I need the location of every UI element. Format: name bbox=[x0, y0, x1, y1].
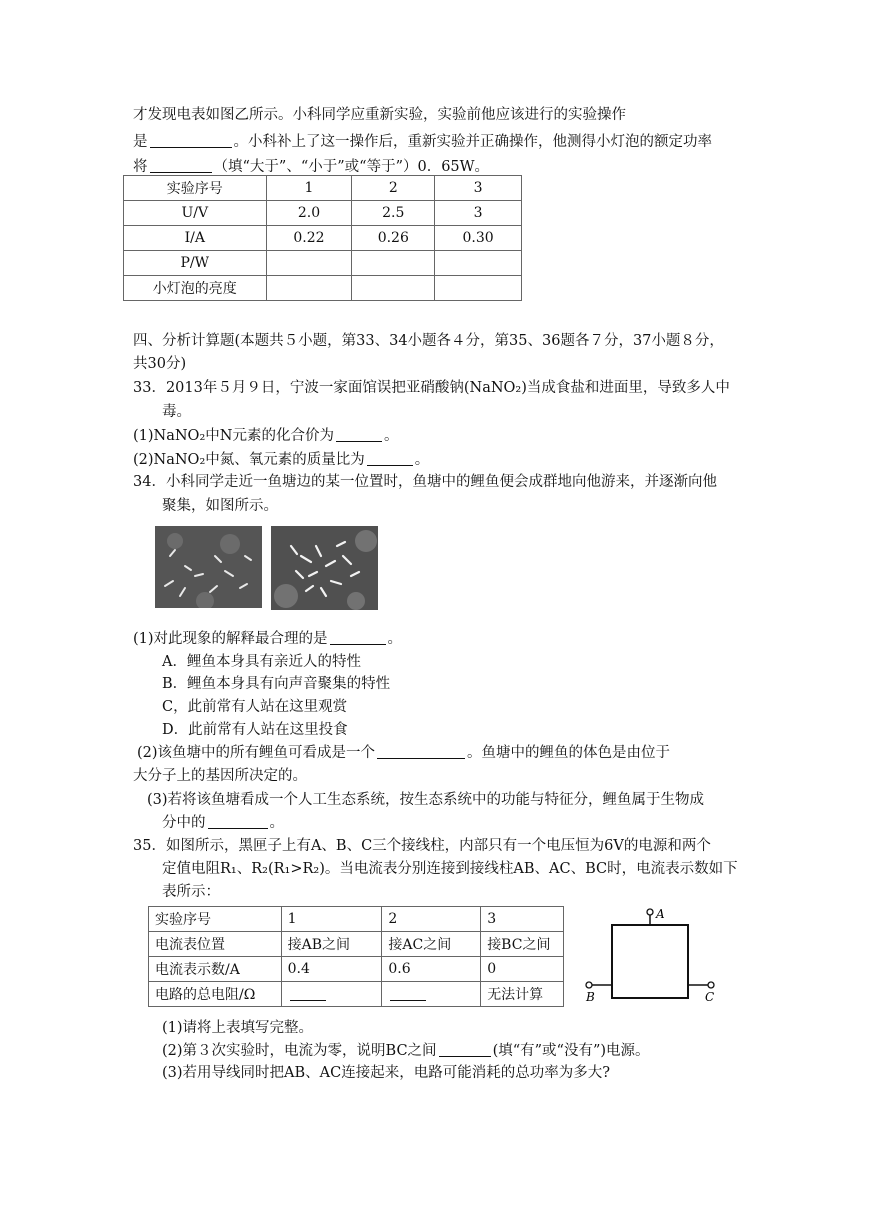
table-cell: 1 bbox=[266, 176, 352, 201]
question-35-cont: 定值电阻R₁、R₂(R₁>R₂)。当电流表分别连接到接线柱AB、AC、BC时，电流表示数如下 bbox=[162, 861, 738, 877]
answer-blank[interactable] bbox=[336, 427, 382, 442]
question-33-part1: (1)NaNO₂中N元素的化合价为 。 bbox=[133, 428, 399, 444]
table-cell: U/V bbox=[124, 201, 267, 226]
answer-blank[interactable] bbox=[367, 451, 413, 466]
table-cell: 实验序号 bbox=[149, 907, 282, 932]
table-cell bbox=[352, 276, 435, 301]
question-33-part2: (2)NaNO₂中氮、氧元素的质量比为 。 bbox=[133, 452, 430, 468]
table-cell bbox=[435, 276, 522, 301]
table-cell: 0.30 bbox=[435, 226, 522, 251]
question-35-part2: (2)第３次实验时，电流为零，说明BC之间 (填“有”或“没有”)电源。 bbox=[162, 1043, 650, 1059]
table-row bbox=[124, 201, 522, 226]
question-34-part3: (3)若将该鱼塘看成一个人工生态系统，按生态系统中的功能与特征分，鲤鱼属于生物成 bbox=[147, 792, 705, 808]
question-34-part2: (2)该鱼塘中的所有鲤鱼可看成是一个 。鱼塘中的鲤鱼的体色是由位于 bbox=[137, 745, 671, 761]
answer-blank[interactable] bbox=[290, 986, 326, 1001]
answer-blank[interactable] bbox=[208, 814, 268, 829]
question-34-part2-cont: 大分子上的基因所决定的。 bbox=[133, 768, 307, 784]
option-b: B．鲤鱼本身具有向声音聚集的特性 bbox=[162, 676, 391, 692]
table-row bbox=[124, 176, 522, 201]
table-cell[interactable] bbox=[281, 982, 382, 1007]
table-row bbox=[124, 226, 522, 251]
table-cell: 小灯泡的亮度 bbox=[124, 276, 267, 301]
carp-photo-right bbox=[271, 526, 378, 610]
table-cell bbox=[435, 251, 522, 276]
table-cell: 2.5 bbox=[352, 201, 435, 226]
section-heading: 四、分析计算题(本题共５小题，第33、34小题各４分，第35、36题各７分，37小题８分， bbox=[133, 333, 724, 349]
table-row bbox=[124, 276, 522, 301]
table-cell: 2 bbox=[382, 907, 481, 932]
table-cell: 1 bbox=[281, 907, 382, 932]
table-row bbox=[149, 982, 564, 1007]
blackbox-circuit-diagram bbox=[578, 905, 728, 1005]
text-line: 是 。小科补上了这一操作后，重新实验并正确操作，他测得小灯泡的额定功率 bbox=[133, 134, 712, 150]
table-row bbox=[124, 251, 522, 276]
question-34-part1: (1)对此现象的解释最合理的是 。 bbox=[133, 631, 403, 647]
answer-blank[interactable] bbox=[439, 1042, 491, 1057]
table-row bbox=[149, 932, 564, 957]
option-d: D．此前常有人站在这里投食 bbox=[162, 722, 348, 738]
table-cell: 0 bbox=[481, 957, 564, 982]
table-cell: 0.22 bbox=[266, 226, 352, 251]
terminal-b-label: B bbox=[586, 990, 595, 1004]
table-cell bbox=[266, 276, 352, 301]
table-cell: 电流表位置 bbox=[149, 932, 282, 957]
question-35-cont2: 表所示： bbox=[162, 884, 220, 900]
question-35-part3: (3)若用导线同时把AB、AC连接起来，电路可能消耗的总功率为多大? bbox=[162, 1065, 611, 1081]
table-cell: 3 bbox=[481, 907, 564, 932]
table-cell bbox=[352, 251, 435, 276]
question-33-cont: 毒。 bbox=[162, 404, 191, 420]
table-cell: 2.0 bbox=[266, 201, 352, 226]
question-33: 33．2013年５月９日，宁波一家面馆误把亚硝酸钠(NaNO₂)当成食盐和进面里，导致多人中 bbox=[133, 380, 730, 396]
table-cell: 3 bbox=[435, 176, 522, 201]
question-34-part3-cont: 分中的 。 bbox=[162, 815, 284, 831]
table-cell: 实验序号 bbox=[124, 176, 267, 201]
table-cell: 接AC之间 bbox=[382, 932, 481, 957]
answer-blank[interactable] bbox=[377, 744, 465, 759]
answer-blank[interactable] bbox=[150, 158, 212, 173]
question-34-cont: 聚集，如图所示。 bbox=[162, 498, 278, 514]
table-row bbox=[149, 907, 564, 932]
table-cell: 无法计算 bbox=[481, 982, 564, 1007]
answer-blank[interactable] bbox=[330, 630, 386, 645]
table-row bbox=[149, 957, 564, 982]
table-cell: 电流表示数/A bbox=[149, 957, 282, 982]
table-cell: 0.6 bbox=[382, 957, 481, 982]
answer-blank[interactable] bbox=[390, 986, 426, 1001]
answer-blank[interactable] bbox=[150, 133, 232, 148]
terminal-c-label: C bbox=[705, 990, 715, 1004]
table-cell: 3 bbox=[435, 201, 522, 226]
data-table-lamp bbox=[123, 175, 522, 301]
table-cell: 2 bbox=[352, 176, 435, 201]
table-cell[interactable] bbox=[382, 982, 481, 1007]
table-cell: 接BC之间 bbox=[481, 932, 564, 957]
table-cell: 电路的总电阻/Ω bbox=[149, 982, 282, 1007]
table-cell: 0.4 bbox=[281, 957, 382, 982]
terminal-a-label: A bbox=[656, 907, 665, 921]
option-a: A．鲤鱼本身具有亲近人的特性 bbox=[162, 654, 361, 670]
data-table-blackbox bbox=[148, 906, 564, 1007]
section-heading-cont: 共30分) bbox=[133, 356, 187, 372]
table-cell bbox=[266, 251, 352, 276]
table-cell: P/W bbox=[124, 251, 267, 276]
question-34: 34．小科同学走近一鱼塘边的某一位置时，鱼塘中的鲤鱼便会成群地向他游来，并逐渐向他 bbox=[133, 474, 717, 490]
table-cell: I/A bbox=[124, 226, 267, 251]
question-35-part1: (1)请将上表填写完整。 bbox=[162, 1020, 314, 1036]
carp-photo-left bbox=[155, 526, 262, 608]
text-line: 才发现电表如图乙所示。小科同学应重新实验，实验前他应该进行的实验操作 bbox=[133, 107, 626, 123]
text-line: 将 （填“大于”、“小于”或“等于”）0．65W。 bbox=[133, 159, 490, 175]
table-cell: 接AB之间 bbox=[281, 932, 382, 957]
option-c: C，此前常有人站在这里观赏 bbox=[162, 699, 348, 715]
table-cell: 0.26 bbox=[352, 226, 435, 251]
question-35: 35．如图所示，黑匣子上有A、B、C三个接线柱，内部只有一个电压恒为6V的电源和两个 bbox=[133, 838, 711, 854]
